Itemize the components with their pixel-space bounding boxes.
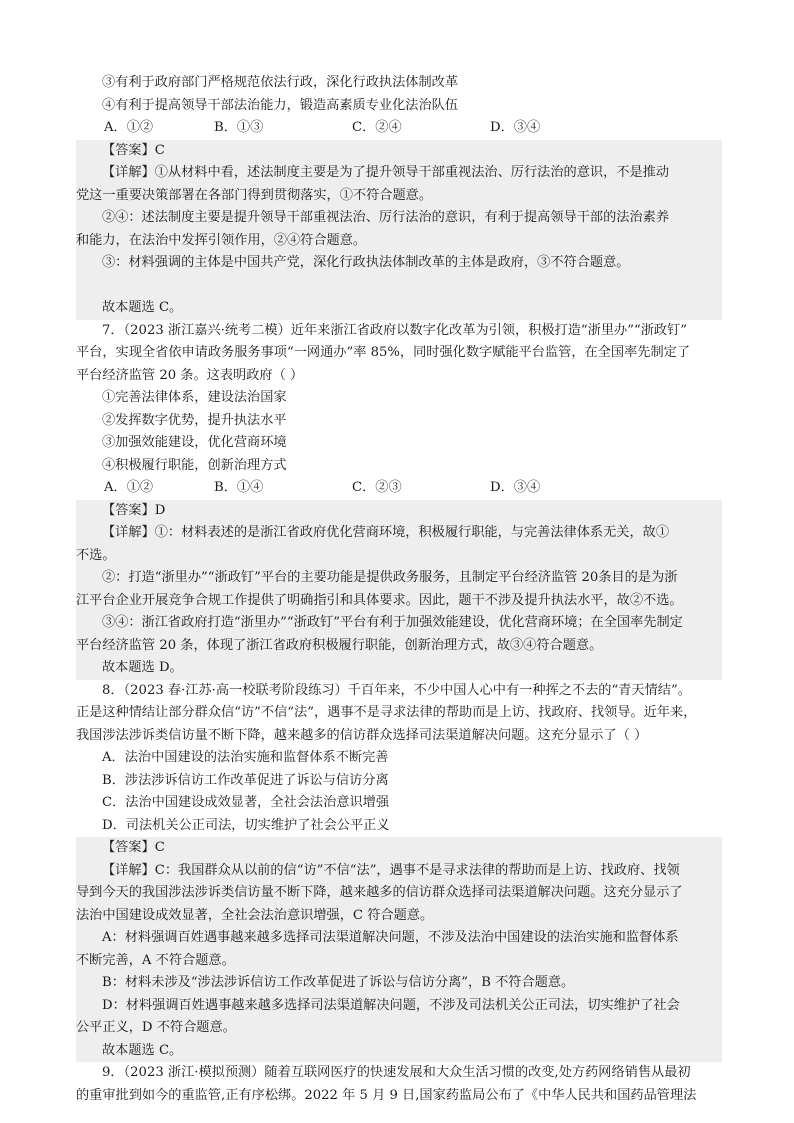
q8-detail-line: D：材料强调百姓遇事越来越多选择司法渠道解决问题，不涉及司法机关公正司法，切实维护了社会 <box>102 997 680 1013</box>
q8-option-d: D．司法机关公正司法，切实维护了社会公平正义 <box>102 817 390 833</box>
q7-option-a: A．①② <box>104 480 154 495</box>
q8-answer-block <box>76 837 722 1062</box>
q8-detail-line: 不断完善，A 不符合题意。 <box>76 952 235 968</box>
q6-option-a: A．①② <box>104 120 154 135</box>
q8-answer: 【答案】C <box>102 840 165 855</box>
q7-item-4: ④积极履行职能，创新治理方式 <box>102 457 287 473</box>
q7-answer: 【答案】D <box>102 502 166 518</box>
q8-detail-line: 【详解】C：我国群众从以前的信“访”不信“法”，遇事不是寻求法律的帮助而是上访、找政府、找领 <box>102 862 680 878</box>
q6-answer-block <box>76 140 722 320</box>
q7-item-2: ②发挥数字优势，提升执法水平 <box>102 412 287 428</box>
q7-detail-line: 平台经济监管 20 条，体现了浙江省政府积极履行职能，创新治理方式，故③④符合题意。 <box>76 637 603 653</box>
q6-item-4: ④有利于提高领导干部法治能力，锻造高素质专业化法治队伍 <box>102 97 459 113</box>
q8-stem-line: 8．（2023 春·江苏·高一校联考阶段练习）千百年来，不少中国人心中有一种挥之不去的“青天情结”。 <box>102 682 691 698</box>
q7-detail-line: ②：打造“浙里办”“浙政钉”平台的主要功能是提供政务服务，且制定平台经济监管 20条目的是为浙 <box>102 570 678 585</box>
q8-option-b: B．涉法涉诉信访工作改革促进了诉讼与信访分离 <box>102 772 389 788</box>
q7-conclusion: 故本题选 D。 <box>102 660 183 675</box>
q6-options <box>76 117 722 140</box>
q8-stem-line: 我国涉法涉诉类信访量不断下降，越来越多的信访群众选择司法渠道解决问题。这充分显示了（ ） <box>76 727 648 743</box>
q6-option-b: B．①③ <box>214 120 264 135</box>
q7-detail-line: 江平台企业开展竞争合规工作提供了明确指引和具体要求。因此，题干不涉及提升执法水平，故②不选。 <box>76 592 683 608</box>
q8-conclusion: 故本题选 C。 <box>102 1042 183 1058</box>
q9-stem-line: 的重审批到如今的重监管,正有序松绑。2022 年 5 月 9 日,国家药监局公布了《中华人民共和国药品管理法 <box>76 1087 697 1103</box>
q7-stem-line: 平台，实现全省依申请政务服务事项“一网通办”率 85%，同时强化数字赋能平台监管，在全国率先制定了 <box>76 345 691 360</box>
q8-detail-line: B：材料未涉及“涉法涉诉信访工作改革促进了诉讼与信访分离”，B 不符合题意。 <box>102 975 575 990</box>
q7-detail-line: ③④：浙江省政府打造“浙里办”“浙政钉”平台有利于加强效能建设，优化营商环境；在全国率先制定 <box>102 615 683 630</box>
q7-item-3: ③加强效能建设，优化营商环境 <box>102 435 287 450</box>
q7-options <box>76 477 722 500</box>
q7-detail-line: 不选。 <box>76 547 116 563</box>
q8-detail-line: 导到今天的我国涉法涉诉类信访量不断下降，越来越多的信访群众选择司法渠道解决问题。这充分显示了 <box>76 885 683 900</box>
q6-item-3: ③有利于政府部门严格规范依法行政，深化行政执法体制改革 <box>102 75 459 90</box>
q7-option-c: C．②③ <box>352 480 402 495</box>
q8-option-a: A．法治中国建设的法治实施和监督体系不断完善 <box>102 750 389 765</box>
q7-option-b: B．①④ <box>214 480 264 495</box>
q7-detail-line: 【详解】①：材料表述的是浙江省政府优化营商环境，积极履行职能，与完善法律体系无关，故① <box>102 525 670 540</box>
q9-stem-line: 9．（2023 浙江·模拟预测）随着互联网医疗的快速发展和大众生活习惯的改变,处方药网络销售从最初 <box>102 1065 691 1080</box>
q6-conclusion: 故本题选 C。 <box>102 300 183 315</box>
q6-detail-line: ③：材料强调的主体是中国共产党，深化行政执法体制改革的主体是政府，③不符合题意。 <box>102 255 630 270</box>
q6-option-d: D．③④ <box>490 120 541 135</box>
q7-stem-line: 平台经济监管 20 条。这表明政府（ ） <box>76 367 304 383</box>
document-page <box>76 72 722 1107</box>
q8-detail-line: 公平正义，D 不符合题意。 <box>76 1020 236 1035</box>
q6-option-c: C．②④ <box>352 120 402 135</box>
q6-detail-line: 和能力，在法治中发挥引领作用，②④符合题意。 <box>76 232 367 248</box>
q6-answer: 【答案】C <box>102 142 165 158</box>
q7-item-1: ①完善法律体系，建设法治国家 <box>102 390 287 405</box>
q6-detail-line: 党这一重要决策部署在各部门得到贯彻落实，①不符合题意。 <box>76 187 433 203</box>
q7-option-d: D．③④ <box>490 480 541 495</box>
q8-stem-line: 正是这种情结让部分群众信“访”不信“法”，遇事不是寻求法律的帮助而是上访、找政府、找领导。近年来， <box>76 705 697 720</box>
q8-detail-line: A：材料强调百姓遇事越来越多选择司法渠道解决问题，不涉及法治中国建设的法治实施和监督体系 <box>102 930 679 945</box>
q7-answer-block <box>76 500 722 680</box>
q8-detail-line: 法治中国建设成效显著，全社会法治意识增强，C 符合题意。 <box>76 907 434 923</box>
q6-detail-line: 【详解】①从材料中看，述法制度主要是为了提升领导干部重视法治、厉行法治的意识，不是推动 <box>102 165 670 180</box>
q7-stem-line: 7．（2023 浙江嘉兴·统考二模）近年来浙江省政府以数字化改革为引领，积极打造“浙里办”“浙政钉” <box>102 322 688 338</box>
q6-detail-line: ②④：述法制度主要是提升领导干部重视法治、厉行法治的意识，有利于提高领导干部的法治素养 <box>102 210 670 225</box>
q8-option-c: C．法治中国建设成效显著，全社会法治意识增强 <box>102 795 390 810</box>
